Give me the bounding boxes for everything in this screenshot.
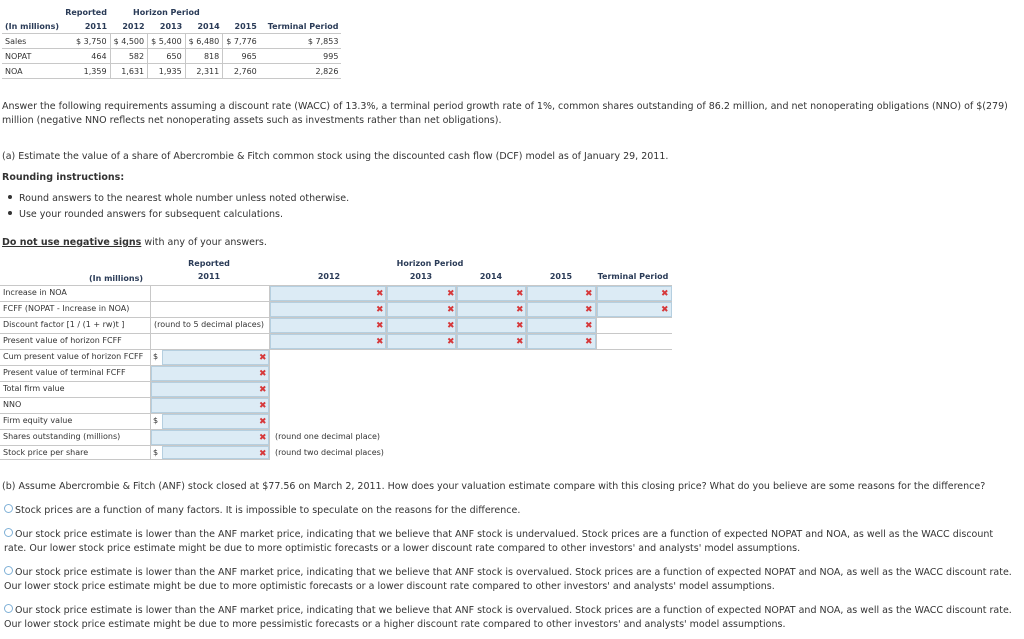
cell: 2,311 <box>185 64 223 79</box>
cell: 995 <box>260 49 342 64</box>
cell: $ 3,750 <box>62 34 110 49</box>
cell: $ 7,853 <box>260 34 342 49</box>
col-label: (In millions) <box>88 274 143 283</box>
cell: 1,631 <box>110 64 148 79</box>
part-a-question: (a) Estimate the value of a share of Abercrombie & Fitch common stock using the discounted cash flow (DCF) model as of January 29, 2011. <box>2 151 669 162</box>
row-label: Stock price per share <box>3 448 89 457</box>
cell: 582 <box>110 49 148 64</box>
discount-2013-input[interactable] <box>387 318 456 333</box>
wrong-icon: ✖ <box>585 337 593 347</box>
row-label: Present value of terminal FCFF <box>3 368 126 377</box>
year-header: 2014 <box>197 21 220 31</box>
increase-noa-2012-input[interactable] <box>270 286 386 301</box>
option-3[interactable]: Our stock price estimate is lower than the ANF market price, indicating that we believe that ANF stock is overvalued. Stock prices are a function of expected NOPAT and NOA, as well as the WACC discount rate. Our lower stock price estimate might be due to more optimistic forecasts or a lower discount rate compared to other investors' and analysts' model assumptions. <box>4 567 1012 592</box>
cell: $ 7,776 <box>223 34 260 49</box>
wrong-icon: ✖ <box>259 353 267 363</box>
round-5-note: (round to 5 decimal places) <box>154 320 264 329</box>
rounding-item: Use your rounded answers for subsequent calculations. <box>2 208 283 222</box>
rounding-title: Rounding instructions: <box>2 172 125 183</box>
wrong-icon: ✖ <box>447 289 455 299</box>
year-header: Terminal Period <box>597 272 669 281</box>
row-label: Increase in NOA <box>3 288 67 297</box>
wrong-icon: ✖ <box>585 289 593 299</box>
year-header: 2013 <box>159 21 183 31</box>
total-firm-value-input[interactable] <box>151 382 269 397</box>
wrong-icon: ✖ <box>259 401 267 411</box>
wrong-icon: ✖ <box>259 433 267 443</box>
dollar-sign: $ <box>153 352 159 361</box>
stock-price-input[interactable] <box>162 446 269 459</box>
wrong-icon: ✖ <box>447 321 455 331</box>
year-header: 2014 <box>479 272 503 281</box>
fcff-2013-input[interactable] <box>387 302 456 317</box>
cell: 965 <box>223 49 260 64</box>
bullet-icon <box>8 211 12 215</box>
row-label: NOPAT <box>2 49 62 64</box>
wrong-icon: ✖ <box>376 337 384 347</box>
row-label: FCFF (NOPAT - Increase in NOA) <box>3 304 130 313</box>
bullet-icon <box>8 195 12 199</box>
radio-button[interactable] <box>4 566 13 575</box>
dollar-sign: $ <box>153 416 159 425</box>
cell: 1,359 <box>62 64 110 79</box>
year-2011-header: 2011 <box>197 272 221 281</box>
fcff-2012-input[interactable] <box>270 302 386 317</box>
increase-noa-2013-input[interactable] <box>387 286 456 301</box>
pv-2012-input[interactable] <box>270 334 386 349</box>
wrong-icon: ✖ <box>516 305 524 315</box>
wrong-icon: ✖ <box>376 305 384 315</box>
option-2[interactable]: Our stock price estimate is lower than the ANF market price, indicating that we believe that ANF stock is undervalued. Stock prices are a function of expected NOPAT and NOA, as well as the WACC discount rate. Our lower stock price estimate might be due to more optimistic forecasts or a lower discount rate compared to other investors' and analysts' model assumptions. <box>4 529 994 554</box>
round-2-note: (round two decimal places) <box>275 448 384 457</box>
cum-pv-horizon-input[interactable] <box>162 350 269 365</box>
row-label: NOA <box>2 64 62 79</box>
table-row <box>2 49 341 64</box>
pv-2013-input[interactable] <box>387 334 456 349</box>
wrong-icon: ✖ <box>516 289 524 299</box>
radio-button[interactable] <box>4 504 13 513</box>
rounding-item: Round answers to the nearest whole number unless noted otherwise. <box>2 192 349 206</box>
row-label: Sales <box>2 34 62 49</box>
table-row <box>2 34 341 49</box>
radio-button[interactable] <box>4 528 13 537</box>
year-header: 2012 <box>122 21 145 31</box>
cell: 2,826 <box>260 64 342 79</box>
intro-text: Answer the following requirements assuming a discount rate (WACC) of 13.3%, a terminal period growth rate of 1%, common shares outstanding of 86.2 million, and net nonoperating obligations (NNO) of $(279) million (negative NNO reflects net nonoperating assets such as investments rather than net obligations). <box>2 101 1008 126</box>
year-header: 2012 <box>317 272 341 281</box>
cell: $ 6,480 <box>185 34 223 49</box>
wrong-icon: ✖ <box>447 337 455 347</box>
row-label: Shares outstanding (millions) <box>3 432 121 441</box>
year-header: 2015 <box>549 272 573 281</box>
wrong-icon: ✖ <box>661 305 669 315</box>
cell: 1,935 <box>148 64 186 79</box>
wrong-icon: ✖ <box>376 321 384 331</box>
cell: 818 <box>185 49 223 64</box>
option-4[interactable]: Our stock price estimate is lower than the ANF market price, indicating that we believe that ANF stock is overvalued. Stock prices are a function of expected NOPAT and NOA, as well as the WACC discount rate. Our lower stock price estimate might be due to more pessimistic forecasts or a higher discount rate compared to other investors' and analysts' model assumptions. <box>4 605 1012 630</box>
horizon-header: Horizon Period <box>133 7 200 17</box>
wrong-icon: ✖ <box>585 321 593 331</box>
round-1-note: (round one decimal place) <box>275 432 381 441</box>
cell: 2,760 <box>223 64 260 79</box>
pv-terminal-input[interactable] <box>151 366 269 381</box>
discount-2012-input[interactable] <box>270 318 386 333</box>
given-data-table <box>2 5 341 79</box>
wrong-icon: ✖ <box>661 289 669 299</box>
wrong-icon: ✖ <box>376 289 384 299</box>
option-1[interactable]: Stock prices are a function of many factors. It is impossible to speculate on the reasons for the difference. <box>4 504 1016 518</box>
row-label: Total firm value <box>3 384 65 393</box>
year-header: 2011 <box>84 21 108 31</box>
wrong-icon: ✖ <box>259 449 267 459</box>
cell: 464 <box>62 49 110 64</box>
horizon-header: Horizon Period <box>396 259 464 268</box>
wrong-icon: ✖ <box>259 385 267 395</box>
row-label: NNO <box>3 400 22 409</box>
wrong-icon: ✖ <box>585 305 593 315</box>
cell: 650 <box>148 49 186 64</box>
year-header: 2013 <box>409 272 433 281</box>
wrong-icon: ✖ <box>259 369 267 379</box>
wrong-icon: ✖ <box>259 417 267 427</box>
reported-header: Reported <box>65 7 107 17</box>
col-label: (In millions) <box>5 21 60 31</box>
nno-input[interactable] <box>151 398 269 413</box>
cell: $ 5,400 <box>148 34 186 49</box>
dcf-answer-grid <box>0 256 675 461</box>
wrong-icon: ✖ <box>516 321 524 331</box>
wrong-icon: ✖ <box>516 337 524 347</box>
wrong-icon: ✖ <box>447 305 455 315</box>
part-b-question: (b) Assume Abercrombie & Fitch (ANF) stock closed at $77.56 on March 2, 2011. How does your valuation estimate compare with this closing price? What do you believe are some reasons for the difference? <box>2 481 986 492</box>
row-label: Firm equity value <box>3 416 73 425</box>
reported-header: Reported <box>188 259 230 268</box>
year-header: 2015 <box>234 21 257 31</box>
radio-button[interactable] <box>4 604 13 613</box>
year-header: Terminal Period <box>267 21 339 31</box>
dollar-sign: $ <box>153 448 159 457</box>
row-label: Discount factor [1 / (1 + rw)t ] <box>3 320 125 329</box>
table-row <box>2 64 341 79</box>
row-label: Present value of horizon FCFF <box>3 336 122 345</box>
negative-signs-note: Do not use negative signs with any of your answers. <box>2 237 267 248</box>
cell: $ 4,500 <box>110 34 148 49</box>
row-label: Cum present value of horizon FCFF <box>3 352 144 361</box>
shares-outstanding-input[interactable] <box>151 430 269 445</box>
firm-equity-value-input[interactable] <box>162 414 269 429</box>
